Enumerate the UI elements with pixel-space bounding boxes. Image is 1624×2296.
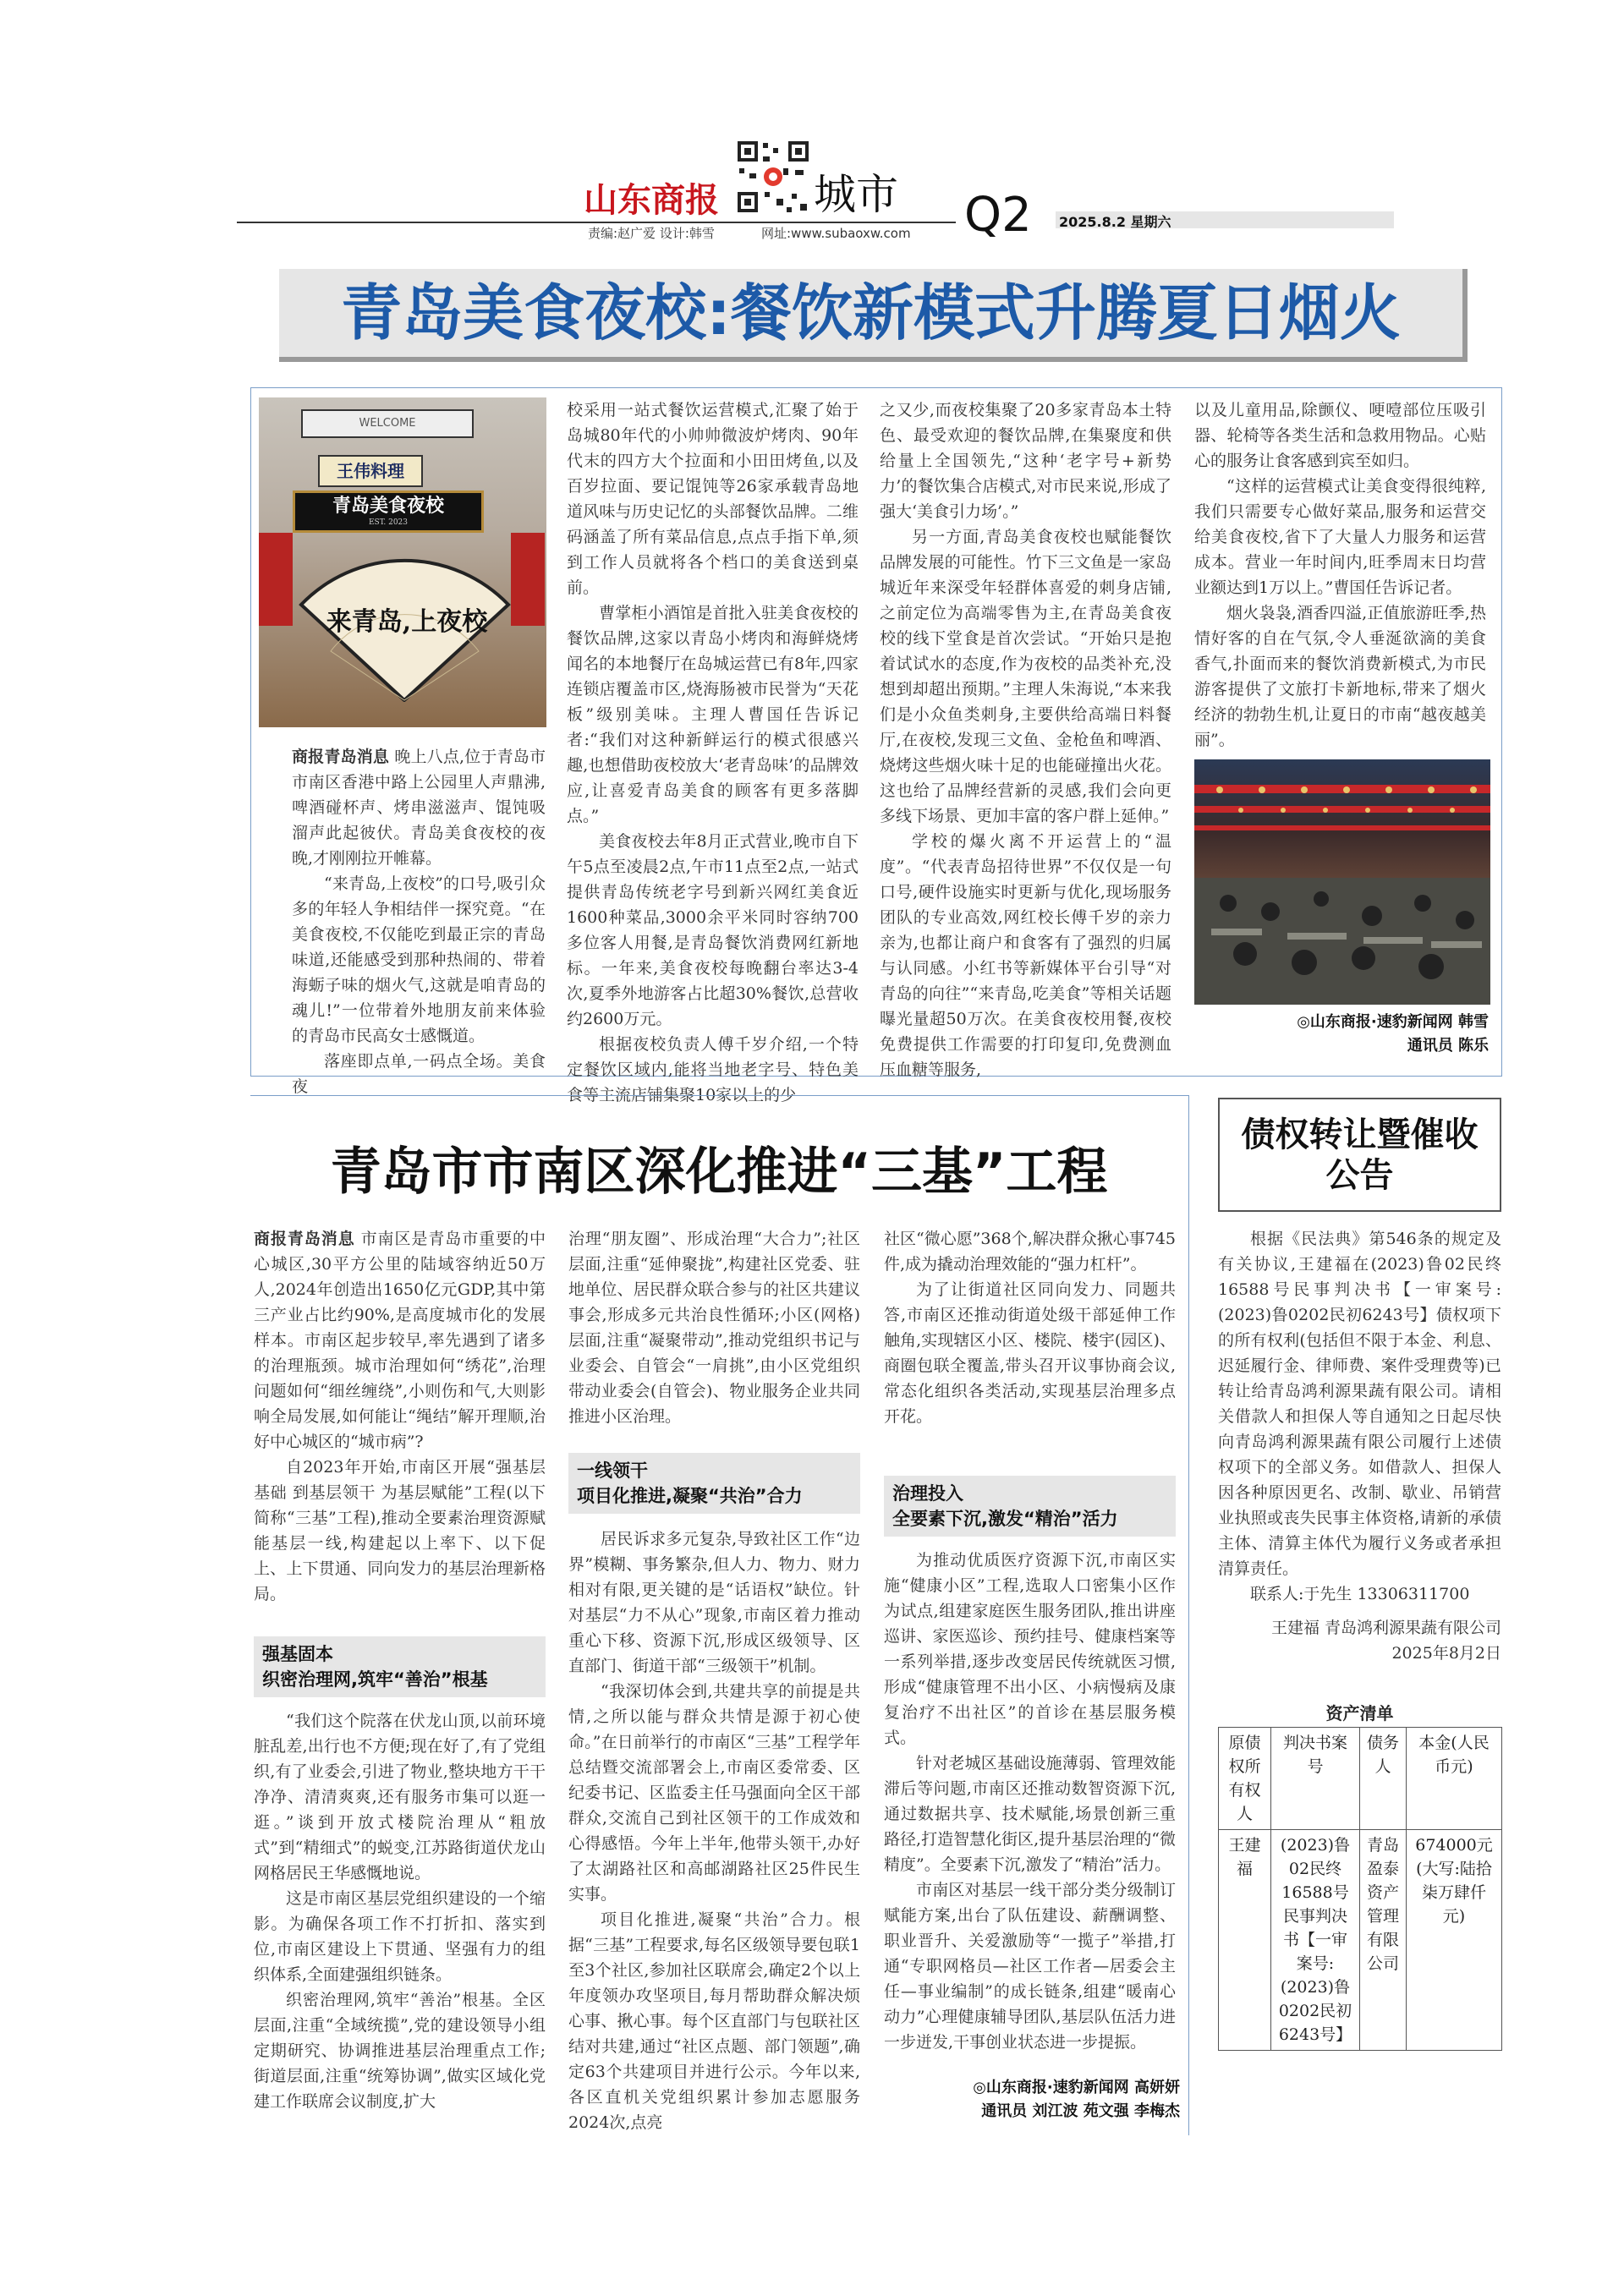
article1-credit: ◎山东商报·速豹新闻网 韩雪 通讯员 陈乐 [1297,1013,1489,1055]
asset-header-creditor: 原债权所有权人 [1219,1728,1271,1830]
red-banner [259,533,293,626]
red-banner-right [511,533,545,626]
notice-body: 根据《民法典》第546条的规定及有关协议,王建福在(2023)鲁02民终16588号民事判决书【一审案号:(2023)鲁0202民初6243号】债权项下的所有权利(包括但不限于本金、利息、迟延履行金、律师费、案件受理费等)已转让给青岛鸿利源果蔬有限公司。请相关借款人和担保人等自通知之日起尽快向青岛鸿利源果蔬有限公司履行上述债权项下的全部义务。如借款人、担保人因各种原因更名、改制、歇业、吊销营业执照或丧失民事主体资格,请新的承债主体、清算主体代为履行义务或者承担清算责任。 联系人:于先生 13306311700 王建福 青岛鸿利源果蔬有限公司 2025年8月2日 [1218,1226,1501,1666]
notice-date: 2025年8月2日 [1391,1644,1501,1663]
article2-subhead3: 治理投入 全要素下沉,激发“精治”活力 [884,1476,1176,1537]
asset-principal: 674000元(大写:陆拾柒万肆仟元) [1407,1830,1502,2051]
qr-code-icon [736,140,810,214]
article2-headline: 青岛市市南区深化推进“三基”工程 [330,1143,1108,1202]
article2-credit: ◎山东商报·速豹新闻网 高妍妍 通讯员 刘江波 苑文强 李梅杰 [973,2079,1180,2120]
article1-headline: 青岛美食夜校:餐饮新模式升腾夏日烟火 [341,277,1401,348]
article1-col2: 校采用一站式餐饮运营模式,汇聚了始于岛城80年代的小帅帅微波炉烤肉、90年代末的四方大个拉面和小田田烤鱼,以及百岁拉面、要记馄饨等26家承载青岛地道风味与历史记忆的头部餐饮品牌。二维码涵盖了所有菜品信息,点点手指下单,须到工作人员就将各个档口的美食送到桌前。 曹掌柜小酒馆是首批入驻美食夜校的餐饮品牌,这家以青岛小烤肉和海鲜烧烤闻名的本地餐厅在岛城运营已有8年,四家连锁店覆盖市区,烧海肠被市民誉为“天花板”级别美味。主理人曹国任告诉记者:“我们对这种新鲜运行的模式很感兴趣,也想借助夜校放大‘老青岛味’的品牌效应,让喜爱青岛美食的顾客有更多落脚点。” 美食夜校去年8月正式营业,晚市自下午5点至凌晨2点,午市11点至2点,一站式提供青岛传统老字号到新兴网红美食近1600种菜品,3000余平米同时容纳700多位客人用餐,是青岛餐饮消费网红新地标。一年来,美食夜校每晚翻台率达3-4次,夏季外地游客占比超30%餐饮,总营收约2600万元。 根据夜校负责人傅千岁介绍,一个特定餐饮区域内,能将当地老字号、特色美食等主流店铺集聚10家以上的少 [567,401,859,1104]
notice-title-box [1218,1098,1501,1212]
asset-header-case: 判决书案号 [1271,1728,1360,1830]
article2-col3: 社区“微心愿”368个,解决群众揪心事745件,成为撬动治理效能的“强力杠杆”。 为了让街道社区同向发力、同题共答,市南区还推动街道处级干部延伸工作触角,实现辖区小区、楼院、楼宇(园区)、商圈包联全覆盖,带头召开议事协商会议,常态化组织各类活动,实现基层治理多点开花。 [884,1230,1176,1426]
article2-col2b: 居民诉求多元复杂,导致社区工作“边界”模糊、事务繁杂,但人力、物力、财力相对有限,更关键的是“话语权”缺位。针对基层“力不从心”现象,市南区着力推动重心下移、资源下沉,形成区级领导、区直部门、街道干部“三级领干”机制。 “我深切体会到,共建共享的前提是共情,之所以能与群众共情是源于初心使命。”在日前举行的市南区“三基”工程学年总结暨交流部署会上,市南区委常委、区纪委书记、区监委主任马强面向全区干部群众,交流自己到社区领干的工作成效和心得感悟。今年上半年,他带头领干,办好了太湖路社区和高邮湖路社区25件民生实事。 项目化推进,凝聚“共治”合力。根据“三基”工程要求,每名区级领导要包联1至3个社区,参加社区联席会,确定2个以上年度领办攻坚项目,每月帮助群众解决烦心事、揪心事。每个区直部门与包联社区结对共建,通过“社区点题、部门领题”,确定63个共建项目并进行公示。今年以来,各区直机关党组织累计参加志愿服务2024次,点亮 [568,1530,860,2132]
entrance-sign: WELCOME [301,409,474,438]
article1-col3: 之又少,而夜校集聚了20多家青岛本土特色、最受欢迎的餐饮品牌,在集聚度和供给量上全国领先,“这种‘老字号+新势力’的餐饮集合店模式,对市民来说,形成了强大‘美食引力场’。” 另一方面,青岛美食夜校也赋能餐饮品牌发展的可能性。竹下三文鱼是一家岛城近年来深受年轻群体喜爱的刺身店铺,之前定位为高端零售为主,在青岛美食夜校的线下堂食是首次尝试。“开始只是抱着试试水的态度,作为夜校的品类补充,没想到却超出预期。”主理人朱海说,“本来我们是小众鱼类刺身,主要供给高端日料餐厅,在夜校,发现三文鱼、金枪鱼和啤酒、烧烤这些烟火味十足的也能碰撞出火花。这也给了品牌经营新的灵感,我们会向更多线下场景、更加丰富的客户群上延伸。” 学校的爆火离不开运营上的“温度”。“代表青岛招待世界”不仅仅是一句口号,硬件设施实时更新与优化,现场服务团队的专业高效,网红校长傅千岁的亲力亲为,也都让商户和食客有了强烈的归属与认同感。小红书等新媒体平台引导“对青岛的向往”“来青岛,吃美食”等相关话题曝光量超50万次。在美食夜校用餐,夜校免费提供工作需要的打印复印,免费测血压血糖等服务, [880,401,1171,1079]
editors-line: 责编:赵广爱 设计:韩雪 [588,226,715,241]
night-school-entrance-photo [259,397,546,727]
website-line: 网址:www.subaoxw.com [761,226,911,241]
article2-subhead1: 强基固本 织密治理网,筑牢“善治”根基 [254,1636,546,1697]
table-row [1219,1830,1502,2051]
asset-table-header [1219,1728,1502,1830]
notice-title: 债权转让暨催收公告 [1241,1115,1479,1195]
page-code: Q2 [964,188,1032,243]
asset-creditor: 王建福 [1219,1830,1271,2051]
article2-col3b: 为推动优质医疗资源下沉,市南区实施“健康小区”工程,选取人口密集小区作为试点,组建家庭医生服务团队,推出讲座巡讲、家医巡诊、预约挂号、健康档案等一系列举措,逐步改变居民传统就医习惯,形成“健康管理不出小区、小病慢病及康复治疗不出社区”的首诊在基层服务模式。 针对老城区基础设施薄弱、管理效能滞后等问题,市南区还推动数智资源下沉,通过数据共享、技术赋能,场景创新三重路径,打造智慧化街区,提升基层治理的“微精度”。全要素下沉,激发了“精治”活力。 市南区对基层一线干部分类分级制订赋能方案,出台了队伍建设、薪酬调整、职业晋升、关爱激励等“一揽子”举措,打通“专职网格员—社区工作者—居委会主任—事业编制”的成长链条,组建“暖南心动力”心理健康辅导团队,基层队伍活力进一步迸发,干事创业状态进一步提振。 [884,1551,1176,2052]
asset-debtor: 青岛盈泰资产管理有限公司 [1360,1830,1407,2051]
article1-headline-box [279,269,1468,362]
fan-calligraphy: 来青岛,上夜校 [326,607,488,637]
asset-case: (2023)鲁02民终16588号民事判决书【一审案号:(2023)鲁0202民初6243号】 [1271,1830,1360,2051]
article1-col4: 以及儿童用品,除颤仪、哽噎部位压吸引器、轮椅等各类生活和急救用物品。心贴心的服务让食客感到宾至如归。 “这样的运营模式让美食变得很纯粹,我们只需要专心做好菜品,服务和运营交给美食夜校,省下了大量人力服务和运营成本。营业一年时间内,旺季周末日均营业额达到1万以上。”曹国任告诉记者。 烟火袅袅,酒香四溢,正值旅游旺季,热情好客的自在气氛,令人垂涎欲滴的美食香气,扑面而来的餐饮消费新模式,为市民游客提供了文旅打卡新地标,带来了烟火经济的勃勃生机,让夏日的市南“越夜越美丽”。 [1194,401,1486,749]
masthead [0,0,1624,254]
paper-logo: 山东商报 [584,181,719,220]
main-sign: 青岛美食夜校 EST. 2023 [293,490,484,533]
asset-list-title: 资产清单 [1325,1703,1394,1723]
article2-col2: 治理“朋友圈”、形成治理“大合力”;社区层面,注重“延伸聚拢”,构建社区党委、驻地单位、居民群众联合参与的社区共建议事会,形成多元共治良性循环;小区(网格)层面,注重“凝聚带动”,推动党组织书记与业委会、自管会“一肩挑”,由小区党组织带动业委会(自管会)、物业服务企业共同推进小区治理。 [568,1230,860,1426]
article2-col1b: “我们这个院落在伏龙山顶,以前环境脏乱差,出行也不方便;现在好了,有了党组织,有了业委会,引进了物业,整块地方干干净净、清清爽爽,还有服务市集可以逛一逛。”谈到开放式楼院治理从“粗放式”到“精细式”的蜕变,江苏路街道伏龙山网格居民王华感慨地说。 这是市南区基层党组织建设的一个缩影。为确保各项工作不打折扣、落实到位,市南区建设上下贯通、坚强有力的组织体系,全面建强组织链条。 织密治理网,筑牢“善治”根基。全区层面,注重“全域统揽”,党的建设领导小组定期研究、协调推进基层治理重点工作;街道层面,注重“统筹协调”,做实区域化党建工作联席会议制度,扩大 [254,1712,546,2111]
asset-header-principal: 本金(人民币元) [1407,1728,1502,1830]
asset-table [1218,1727,1501,2051]
hand-fan [297,558,513,702]
masthead-rule [237,222,956,223]
article1-col1: 商报青岛消息 晚上八点,位于青岛市市南区香港中路上公园里人声鼎沸,啤酒碰杯声、烤串滋滋声、馄饨吸溜声此起彼伏。青岛美食夜校的夜晚,才刚刚拉开帷幕。 “来青岛,上夜校”的口号,吸引众多的年轻人争相结伴一探究竟。“在美食夜校,不仅能吃到最正宗的青岛味道,还能感受到那种热闹的、带着海蛎子味的烟火气,这就是咱青岛的魂儿!”一位带着外地朋友前来体验的青岛市民高女士感慨道。 落座即点单,一码点全场。美食夜 [292,748,546,1096]
notice-signer: 王建福 青岛鸿利源果蔬有限公司 [1270,1619,1501,1637]
asset-header-debtor: 债务人 [1360,1728,1407,1830]
night-market-crowd-photo [1194,759,1490,1005]
booth-sign: 王伟料理 [318,455,423,487]
article2-subhead2: 一线领干 项目化推进,凝聚“共治”合力 [568,1453,860,1514]
section-title: 城市 [814,170,898,219]
article2-col1: 商报青岛消息 市南区是青岛市重要的中心城区,30平方公里的陆域容纳近50万人,2024年创造出1650亿元GDP,其中第三产业占比约90%,是高度城市化的发展样本。市南区起步较早,率先遇到了诸多的治理瓶颈。城市治理如何“绣花”,治理问题如何“细丝缠绕”,小则伤和气,大则影响全局发展,如何能让“绳结”解开理顺,治好中心城区的“城市病”? 自2023年开始,市南区开展“强基层基础 到基层领干 为基层赋能”工程(以下简称“三基”工程),推动全要素治理资源赋能基层一线,构建起以上率下、以下促上、上下贯通、同向发力的基层治理新格局。 [254,1230,546,1603]
issue-date: 2025.8.2 星期六 [1059,214,1171,230]
